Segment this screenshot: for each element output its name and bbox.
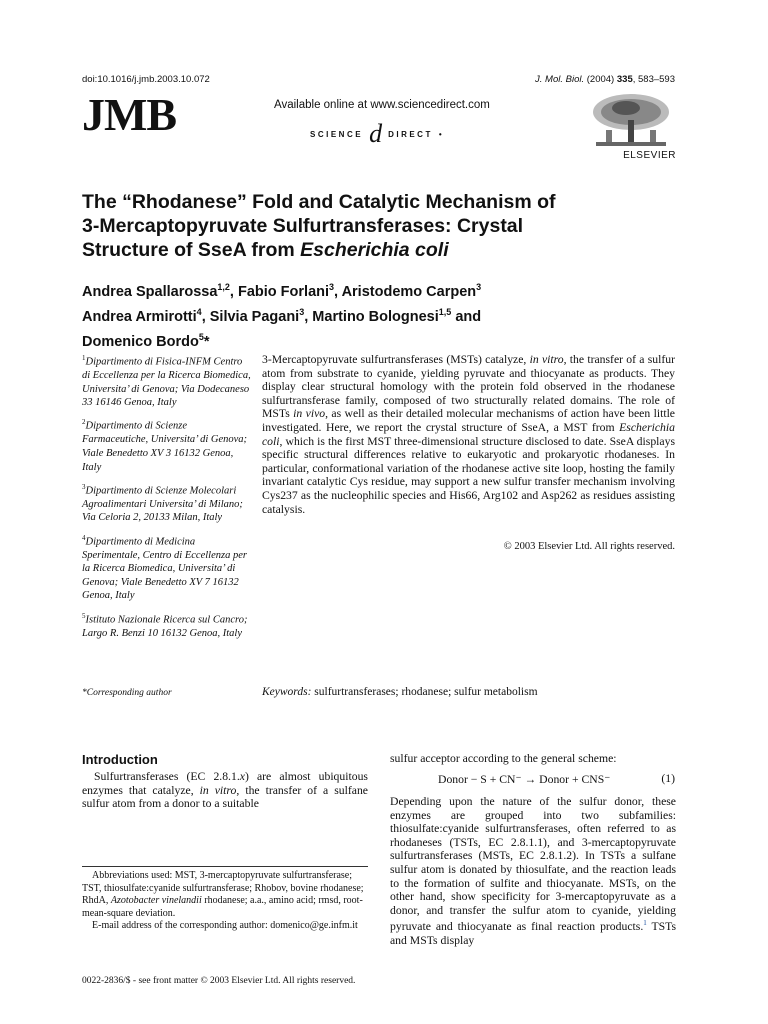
front-matter-notice: 0022-2836/$ - see front matter © 2003 Elsevier Ltd. All rights reserved. [82,976,356,986]
abstract: 3-Mercaptopyruvate sulfurtransferases (MSTs) catalyze, in vitro, the transfer of a sulfur atom from substrate to cyanide, yielding pyruvate and thiocyanate as products. They display clear structural homology with the protein fold observed in the rhodanese sulfurtransferase family, composed of two structurally related domains. The role of MSTs in vivo, as well as their detailed molecular mechanisms of action have been little investigated. Here, we report the crystal structure of SseA, a MST from Escherichia coli, which is the first MST three-dimensional structure disclosed to date. SseA displays specific structural differences relative to eukaryotic and prokaryotic rhodaneses. In particular, conformational variation of the rhodanese active site loop, hosting the family invariant catalytic Cys residue, may support a new sulfur transfer mechanism involving Cys237 as the nucleophilic species and His66, Arg102 and Asp262 as residues assisting catalysis. [262,353,675,516]
email-footnote: E-mail address of the corresponding author: domenico@ge.infm.it [92,920,358,931]
author-list: Andrea Spallarossa$^{1,2}$, Fabio Forlani$^3$, Aristodemo Carpen$^3$ Andrea Armirotti$^4$, Silvia Pagani$^3$, Martino Bolognesi$^{1,5}$ and Domenico Bordo$^5$* [82,282,482,350]
doi: doi:10.1016/j.jmb.2003.10.072 [82,74,210,85]
affiliation: $^5$Istituto Nazionale Ricerca sul Cancro; Largo R. Benzi 10 16132 Genoa, Italy [82,611,248,639]
affiliation: $^1$Dipartimento di Fisica-INFM Centro di Eccellenza per la Ricerca Biomedica, Universita’ di Genova; Via Dodecaneso 33 16146 Genoa, Italy [82,354,251,409]
corresponding-author-note: *Corresponding author [82,688,172,698]
affiliation: $^3$Dipartimento di Scienze Molecolari Agroalimentari Universita’ di Milano; Via Celoria 2, 20133 Milan, Italy [82,482,243,524]
affiliations [82,352,252,647]
abstract-copyright: © 2003 Elsevier Ltd. All rights reserved. [503,541,675,552]
scheme-lead: sulfur acceptor according to the general scheme: [390,752,617,765]
author: Fabio Forlani [237,283,330,300]
journal-reference: J. Mol. Biol. (2004) 335, 583–593 [535,74,675,85]
jmb-logo: JMB [82,89,177,140]
affiliation: $^2$Dipartimento di Scienze Farmaceutiche, Universita’ di Genova; Viale Benedetto XV 3 16132 Genoa, Italy [82,418,248,473]
elsevier-tree-icon [586,92,676,150]
reference-link[interactable]: 1 [643,919,647,928]
author: Martino Bolognesi [312,308,439,325]
footnote-divider [82,866,368,867]
elsevier-wordmark: ELSEVIER [623,150,676,161]
author: Andrea Spallarossa [82,283,218,300]
author: Andrea Armirotti [82,308,197,325]
author: Silvia Pagani [209,308,300,325]
introduction-heading: Introduction [82,752,158,767]
sciencedirect-logo: SCIENCE d DIRECT • [310,119,442,148]
affiliation: $^4$Dipartimento di Medicina Sperimentale, Centro di Eccellenza per la Ricerca Biomedica, Universita’ di Genova; Viale Benedetto XV 7 16132 Genoa, Italy [82,533,247,602]
available-online: Available online at www.sciencedirect.com [274,99,490,111]
column2-paragraph: Depending upon the nature of the sulfur donor, these enzymes are grouped into two subfamilies: thiosulfate:cyanide sulfurtransferases, often referred to as rhodaneses (TSTs, EC 2.8.1.1), and 3-mercaptopyruvate sulfurtransferases (MSTs, EC 2.8.1.2). In TSTs a sulfane sulfur atom is donated by thiosulfate, and the reaction leads to the formation of sulfite and thiocyanate. MSTs, on the other hand, show specificity for 3-mercaptopyruvate as a donor, and transfer the sulfur atom to cyanide, yielding pyruvate and thiocyanate as final reaction products.$^1$ TSTs and MSTs display [390,795,676,947]
article-title: The “Rhodanese” Fold and Catalytic Mechanism of 3-Mercaptopyruvate Sulfurtransferases: Crystal Structure of SseA from Escherichia coli [82,191,556,261]
footnote [82,870,368,933]
author: Domenico Bordo [82,333,199,350]
equation-number: (1) [661,772,675,785]
equation: Donor − S + CN⁻ → Donor + CNS⁻ [438,773,611,786]
abbreviations-footnote: Abbreviations used: MST, 3-mercaptopyruvate sulfurtransferase; TST, thiosulfate:cyanide sulfurtransferase; Rhobov, bovine rhodanese; RhdA, Azotobacter vinelandii rhodanese; a.a., amino acid; rmsd, root-mean-square deviation. [82,870,364,919]
keywords: Keywords: sulfurtransferases; rhodanese; sulfur metabolism [262,686,538,698]
sciencedirect-d-icon: d [369,119,383,148]
author: Aristodemo Carpen [341,283,477,300]
introduction-paragraph: Sulfurtransferases (EC 2.8.1.x) are almost ubiquitous enzymes that catalyze, in vitro, the transfer of a sulfane sulfur atom from a donor to a suitable [82,770,368,811]
